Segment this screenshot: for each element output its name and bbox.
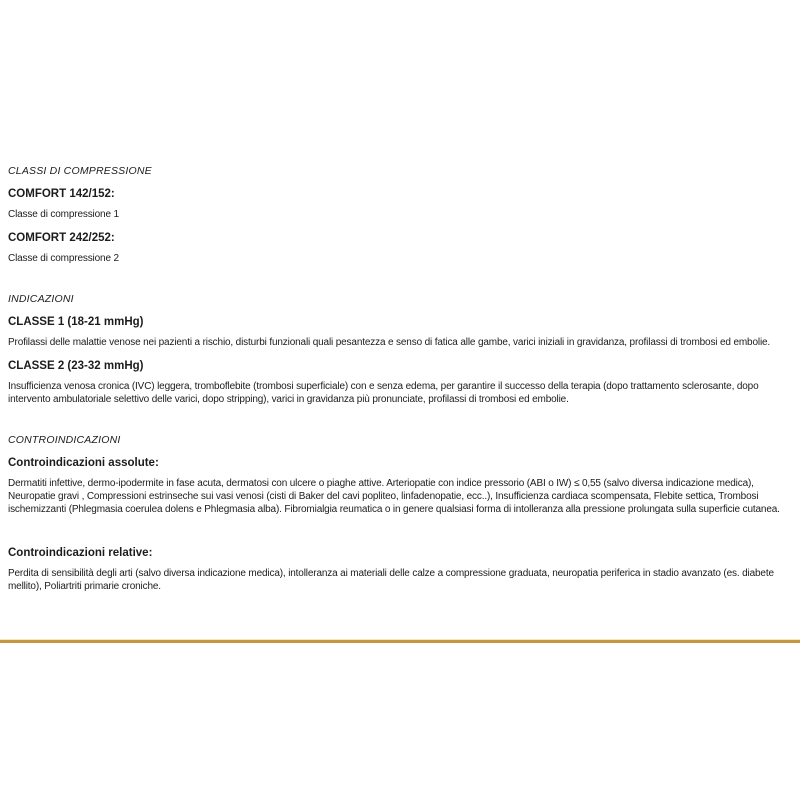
absolute-contraindications-title: Controindicazioni assolute: <box>8 457 159 469</box>
compression-class-value: Classe di compressione 2 <box>8 253 119 264</box>
product-model-label: COMFORT 142/152: <box>8 188 115 200</box>
class-2-description: Insufficienza venosa cronica (IVC) leggera, tromboflebite (trombosi superficiale) con e senza edema, per garantire il successo della terapia (dopo trattamento sclerosante, dopo intervento ambulatoriale selettivo delle varici, dopo stripping), varici in gravidanza più pronunciate, profilassi di trombosi ed embolie. <box>8 381 759 405</box>
class-1-title: CLASSE 1 (18-21 mmHg) <box>8 316 144 328</box>
class-2-title: CLASSE 2 (23-32 mmHg) <box>8 360 144 372</box>
indications-heading: INDICAZIONI <box>8 293 74 305</box>
relative-contraindications-text: Perdita di sensibilità degli arti (salvo diversa indicazione medica), intolleranza ai materiali delle calze a compressione graduata, neuropatia periferica in stadio avanzato (es. diabete mellito), Poliartriti primarie croniche. <box>8 568 774 592</box>
compression-class-value: Classe di compressione 1 <box>8 209 119 220</box>
class-1-description: Profilassi delle malattie venose nei pazienti a rischio, disturbi funzionali quali pesantezza e senso di fatica alle gambe, varici iniziali in gravidanza, profilassi di trombosi ed embolie. <box>8 337 771 348</box>
section-contraindications <box>8 435 792 593</box>
absolute-contraindications-text: Dermatiti infettive, dermo-ipodermite in fase acuta, dermatosi con ulcere o piaghe attive. Arteriopatie con indice pressorio (ABI o IW) ≤ 0,55 (salvo diversa indicazione medica), Neuropatie gravi , Compressioni estrinseche sui vasi venosi (cisti di Baker del cavi popliteo, linfadenopatie, ecc..), Insufficienza cardiaca scompensata, Flebite settica, Trombosi ischemizzanti (Phlegmasia coerulea dolens e Phlegmasia alba). Fibromialgia reumatica o in genere qualsiasi forma di intolleranza alla pressione prolungata sulla superficie cutanea. <box>8 478 780 515</box>
product-model-label: COMFORT 242/252: <box>8 232 115 244</box>
compression-classes-heading: CLASSI DI COMPRESSIONE <box>8 165 152 177</box>
gold-divider-rule <box>0 639 800 643</box>
section-indications <box>8 294 792 406</box>
relative-contraindications-title: Controindicazioni relative: <box>8 547 153 559</box>
contraindications-heading: CONTROINDICAZIONI <box>8 434 121 446</box>
section-compression-classes <box>8 166 792 265</box>
